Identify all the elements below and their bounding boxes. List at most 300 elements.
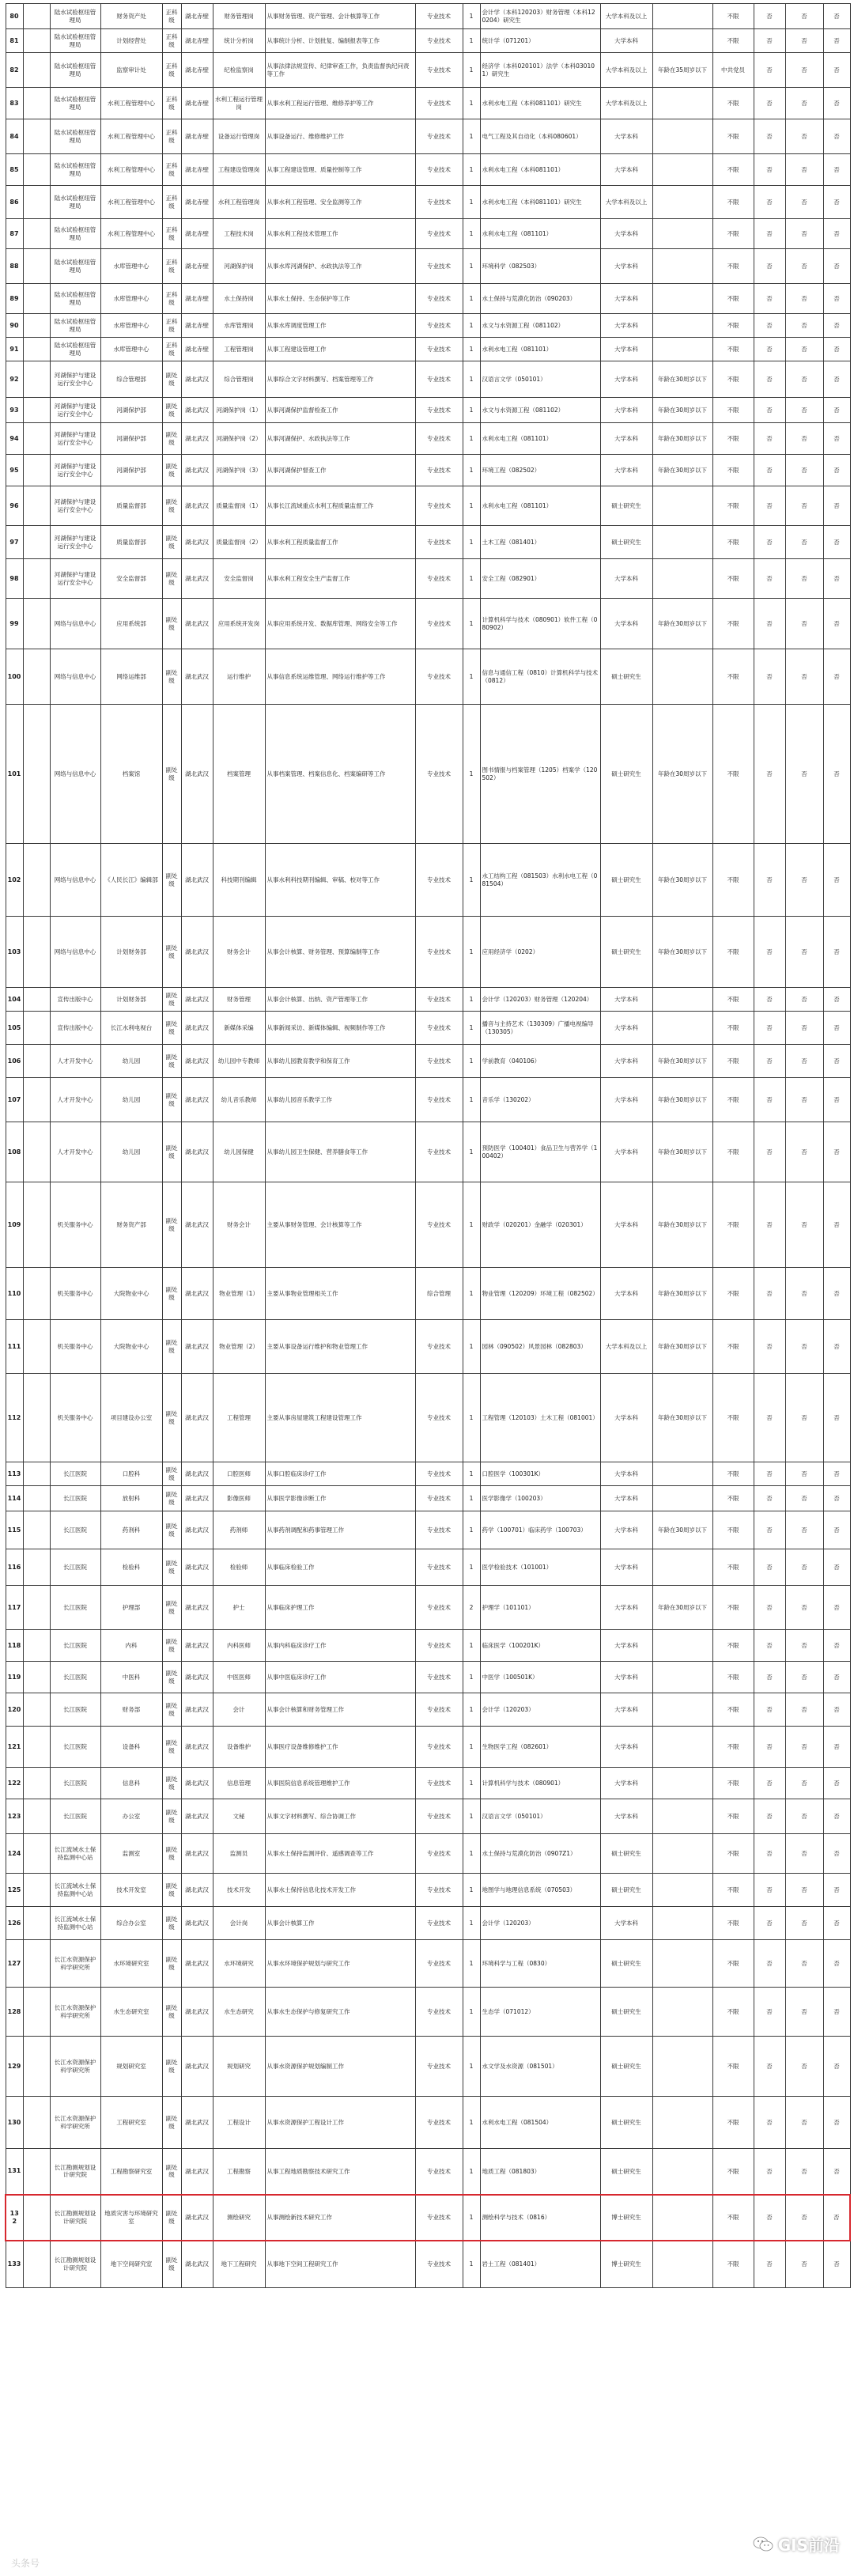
- row-flag-b: 否: [785, 4, 823, 29]
- row-type: 专业技术: [415, 1374, 463, 1462]
- row-note: 年龄在30周岁以下: [652, 599, 712, 649]
- table-row: [6, 1462, 850, 1486]
- row-flag-a: 否: [754, 1874, 785, 1907]
- row-seq: 100: [6, 649, 23, 705]
- row-dept: 检验科: [100, 1549, 162, 1586]
- row-unit: 网络与信息中心: [50, 649, 100, 705]
- row-test: 不限: [712, 249, 754, 284]
- row-level: 副处级: [162, 1012, 181, 1045]
- row-test: 不限: [712, 1374, 754, 1462]
- row-level: 副处级: [162, 1511, 181, 1549]
- row-flag-b: 否: [785, 1268, 823, 1320]
- row-duty: 从事水土保持、生态保护等工作: [265, 284, 415, 314]
- row-education: 大学本科: [600, 361, 652, 398]
- row-count: 1: [463, 338, 480, 361]
- row-code: [23, 1045, 50, 1078]
- table-row: [6, 154, 850, 186]
- row-dept: 水利工程管理中心: [100, 88, 162, 119]
- row-flag-b: 否: [785, 154, 823, 186]
- row-note: [652, 2195, 712, 2241]
- row-post: 内科医师: [213, 1630, 265, 1662]
- row-flag-a: 否: [754, 705, 785, 844]
- row-level: 正科级: [162, 284, 181, 314]
- table-row: [6, 2241, 850, 2288]
- row-education: 大学本科: [600, 1907, 652, 1940]
- row-level: 副处级: [162, 361, 181, 398]
- row-major: 汉语言文学（050101）: [480, 361, 600, 398]
- row-unit: 长江勘测规划设计研究院: [50, 2195, 100, 2241]
- row-seq: 98: [6, 559, 23, 599]
- row-flag-a: 否: [754, 219, 785, 249]
- row-flag-c: 否: [823, 1374, 850, 1462]
- row-duty: 从事水资源保护规划编制工作: [265, 2037, 415, 2097]
- row-unit: 长江流域水土保持监测中心站: [50, 1834, 100, 1874]
- row-location: 湖北武汉: [181, 705, 213, 844]
- row-note: [652, 1693, 712, 1727]
- row-duty: 从事医院信息系统管理维护工作: [265, 1768, 415, 1799]
- row-type: 专业技术: [415, 2097, 463, 2149]
- row-location: 湖北武汉: [181, 398, 213, 423]
- row-post: 新媒体采编: [213, 1012, 265, 1045]
- row-note: [652, 1727, 712, 1768]
- row-seq: 125: [6, 1874, 23, 1907]
- row-type: 专业技术: [415, 2241, 463, 2288]
- row-duty: 从事幼儿园教育教学和保育工作: [265, 1045, 415, 1078]
- row-note: 年龄在30周岁以下: [652, 423, 712, 455]
- row-test: 不限: [712, 1012, 754, 1045]
- row-unit: 陆水试验枢纽管理局: [50, 154, 100, 186]
- row-test: 不限: [712, 314, 754, 338]
- row-type: 专业技术: [415, 1045, 463, 1078]
- row-duty: 从事信息系统运维管理、网络运行维护等工作: [265, 649, 415, 705]
- row-type: 专业技术: [415, 398, 463, 423]
- row-education: 大学本科: [600, 1662, 652, 1693]
- table-row: [6, 249, 850, 284]
- row-location: 湖北武汉: [181, 1799, 213, 1834]
- row-post: 科技期刊编辑: [213, 844, 265, 917]
- row-location: 湖北武汉: [181, 1834, 213, 1874]
- row-major: 会计学（120203）财务管理（120204）: [480, 988, 600, 1012]
- row-note: [652, 29, 712, 53]
- table-row: [6, 186, 850, 219]
- row-flag-b: 否: [785, 1799, 823, 1834]
- row-level: 副处级: [162, 559, 181, 599]
- table-row: [6, 988, 850, 1012]
- row-count: 1: [463, 1907, 480, 1940]
- row-duty: 从事水利工程技术管理工作: [265, 219, 415, 249]
- row-code: [23, 2097, 50, 2149]
- row-seq: 94: [6, 423, 23, 455]
- row-flag-a: 否: [754, 1662, 785, 1693]
- row-flag-a: 否: [754, 599, 785, 649]
- row-level: 副处级: [162, 1630, 181, 1662]
- row-duty: 从事临床检验工作: [265, 1549, 415, 1586]
- row-count: 1: [463, 599, 480, 649]
- row-flag-c: 否: [823, 1586, 850, 1630]
- row-major: 医学检验技术（101001）: [480, 1549, 600, 1586]
- row-type: 专业技术: [415, 1727, 463, 1768]
- recruitment-table: [5, 3, 851, 2288]
- row-major: 口腔医学（100301K）: [480, 1462, 600, 1486]
- table-row: [6, 1693, 850, 1727]
- row-seq: 93: [6, 398, 23, 423]
- row-seq: 85: [6, 154, 23, 186]
- table-row: [6, 2195, 850, 2241]
- row-flag-c: 否: [823, 1834, 850, 1874]
- row-location: 湖北赤壁: [181, 88, 213, 119]
- row-major: 中医学（100501K）: [480, 1662, 600, 1693]
- row-post: 地下工程研究: [213, 2241, 265, 2288]
- row-flag-c: 否: [823, 314, 850, 338]
- row-education: 大学本科: [600, 1462, 652, 1486]
- row-test: 不限: [712, 1799, 754, 1834]
- row-seq: 129: [6, 2037, 23, 2097]
- row-count: 1: [463, 486, 480, 526]
- row-education: 大学本科: [600, 1374, 652, 1462]
- row-flag-b: 否: [785, 1045, 823, 1078]
- row-code: [23, 1078, 50, 1122]
- row-dept: 应用系统部: [100, 599, 162, 649]
- row-count: 1: [463, 1511, 480, 1549]
- row-note: 年龄在30周岁以下: [652, 705, 712, 844]
- row-note: [652, 1630, 712, 1662]
- row-unit: 长江水资源保护科学研究所: [50, 2037, 100, 2097]
- row-location: 湖北武汉: [181, 1268, 213, 1320]
- row-note: 年龄在30周岁以下: [652, 844, 712, 917]
- row-count: 1: [463, 119, 480, 154]
- row-major: 水利水电工程（本科081101）: [480, 154, 600, 186]
- row-type: 专业技术: [415, 526, 463, 559]
- row-type: 专业技术: [415, 88, 463, 119]
- row-duty: 从事会计核算工作: [265, 1907, 415, 1940]
- row-note: [652, 1012, 712, 1045]
- row-flag-a: 否: [754, 917, 785, 988]
- row-post: 物业管理（2）: [213, 1320, 265, 1374]
- row-flag-b: 否: [785, 1182, 823, 1268]
- row-major: 水利水电工程（081101）: [480, 423, 600, 455]
- row-dept: 水库管理中心: [100, 284, 162, 314]
- row-flag-c: 否: [823, 917, 850, 988]
- row-post: 工程建设管理岗: [213, 154, 265, 186]
- row-duty: 从事水利工程安全生产监督工作: [265, 559, 415, 599]
- row-count: 1: [463, 2097, 480, 2149]
- row-flag-a: 否: [754, 649, 785, 705]
- row-code: [23, 1182, 50, 1268]
- row-dept: 口腔科: [100, 1462, 162, 1486]
- row-note: 年龄在30周岁以下: [652, 361, 712, 398]
- row-location: 湖北赤壁: [181, 53, 213, 88]
- row-test: 不限: [712, 1586, 754, 1630]
- row-seq: 88: [6, 249, 23, 284]
- row-major: 学前教育（040106）: [480, 1045, 600, 1078]
- row-duty: 从事水土保持监测评价、遥感调查等工作: [265, 1834, 415, 1874]
- table-row: [6, 1834, 850, 1874]
- table-row: [6, 29, 850, 53]
- row-level: 副处级: [162, 1940, 181, 1988]
- row-duty: 从事水资源保护工程设计工作: [265, 2097, 415, 2149]
- row-code: [23, 1268, 50, 1320]
- row-location: 湖北武汉: [181, 1940, 213, 1988]
- row-unit: 长江水资源保护科学研究所: [50, 1988, 100, 2037]
- row-seq: 128: [6, 1988, 23, 2037]
- row-flag-c: 否: [823, 705, 850, 844]
- row-duty: 从事河湖保护监督检查工作: [265, 398, 415, 423]
- table-row: [6, 53, 850, 88]
- row-post: 物业管理（1）: [213, 1268, 265, 1320]
- row-post: 档案管理: [213, 705, 265, 844]
- row-flag-c: 否: [823, 988, 850, 1012]
- row-education: 大学本科: [600, 338, 652, 361]
- row-count: 1: [463, 705, 480, 844]
- row-unit: 陆水试验枢纽管理局: [50, 119, 100, 154]
- row-flag-a: 否: [754, 486, 785, 526]
- row-flag-c: 否: [823, 1727, 850, 1768]
- row-note: [652, 2241, 712, 2288]
- row-education: 大学本科: [600, 219, 652, 249]
- row-location: 湖北武汉: [181, 1727, 213, 1768]
- row-note: [652, 486, 712, 526]
- row-flag-b: 否: [785, 486, 823, 526]
- row-level: 副处级: [162, 1907, 181, 1940]
- row-dept: 规划研究室: [100, 2037, 162, 2097]
- row-test: 不限: [712, 1907, 754, 1940]
- row-dept: 质量监督部: [100, 526, 162, 559]
- row-seq: 103: [6, 917, 23, 988]
- row-count: 2: [463, 1586, 480, 1630]
- row-post: 幼儿音乐教师: [213, 1078, 265, 1122]
- row-major: 环境工程（082502）: [480, 455, 600, 486]
- row-major: 水文学及水资源（081501）: [480, 2037, 600, 2097]
- row-location: 湖北武汉: [181, 1486, 213, 1511]
- row-type: 专业技术: [415, 1486, 463, 1511]
- row-unit: 长江医院: [50, 1693, 100, 1727]
- row-code: [23, 2149, 50, 2195]
- row-education: 大学本科及以上: [600, 1320, 652, 1374]
- row-unit: 长江勘测规划设计研究院: [50, 2241, 100, 2288]
- table-row: [6, 705, 850, 844]
- row-unit: 机关服务中心: [50, 1320, 100, 1374]
- row-note: 年龄在35周岁以下: [652, 53, 712, 88]
- row-code: [23, 1874, 50, 1907]
- row-flag-b: 否: [785, 599, 823, 649]
- row-code: [23, 917, 50, 988]
- row-major: 财政学（020201）金融学（020301）: [480, 1182, 600, 1268]
- row-post: 监测员: [213, 1834, 265, 1874]
- row-post: 工程技术岗: [213, 219, 265, 249]
- row-location: 湖北武汉: [181, 423, 213, 455]
- row-count: 1: [463, 2037, 480, 2097]
- row-location: 湖北赤壁: [181, 284, 213, 314]
- row-level: 副处级: [162, 1586, 181, 1630]
- row-type: 专业技术: [415, 486, 463, 526]
- row-level: 正科级: [162, 249, 181, 284]
- row-dept: 水库管理中心: [100, 249, 162, 284]
- row-flag-b: 否: [785, 2195, 823, 2241]
- row-post: 药剂师: [213, 1511, 265, 1549]
- row-level: 副处级: [162, 398, 181, 423]
- row-post: 口腔医师: [213, 1462, 265, 1486]
- row-major: 应用经济学（0202）: [480, 917, 600, 988]
- row-education: 大学本科: [600, 455, 652, 486]
- row-flag-b: 否: [785, 455, 823, 486]
- row-note: [652, 88, 712, 119]
- table-row: [6, 284, 850, 314]
- row-duty: 从事水库调度管理工作: [265, 314, 415, 338]
- row-flag-c: 否: [823, 423, 850, 455]
- row-flag-c: 否: [823, 1078, 850, 1122]
- row-education: 大学本科: [600, 1045, 652, 1078]
- row-duty: 从事临床护理工作: [265, 1586, 415, 1630]
- row-code: [23, 1799, 50, 1834]
- row-duty: 从事工程地质勘察技术研究工作: [265, 2149, 415, 2195]
- row-major: 水文与水资源工程（081102）: [480, 314, 600, 338]
- row-post: 河湖保护岗（3）: [213, 455, 265, 486]
- row-unit: 长江医院: [50, 1630, 100, 1662]
- row-flag-b: 否: [785, 1907, 823, 1940]
- row-test: 不限: [712, 1662, 754, 1693]
- row-location: 湖北武汉: [181, 988, 213, 1012]
- row-dept: 内科: [100, 1630, 162, 1662]
- row-post: 工程设计: [213, 2097, 265, 2149]
- row-flag-a: 否: [754, 88, 785, 119]
- row-post: 信息管理: [213, 1768, 265, 1799]
- row-level: 副处级: [162, 649, 181, 705]
- row-flag-a: 否: [754, 1268, 785, 1320]
- row-education: 大学本科: [600, 1693, 652, 1727]
- row-note: 年龄在30周岁以下: [652, 1122, 712, 1182]
- table-row: [6, 1768, 850, 1799]
- row-code: [23, 599, 50, 649]
- row-unit: 河湖保护与建设运行安全中心: [50, 486, 100, 526]
- row-count: 1: [463, 284, 480, 314]
- row-level: 副处级: [162, 1320, 181, 1374]
- row-major: 水利水电工程（本科081101）研究生: [480, 186, 600, 219]
- row-duty: 从事河湖保护、水政执法等工作: [265, 423, 415, 455]
- row-code: [23, 154, 50, 186]
- row-education: 大学本科: [600, 119, 652, 154]
- row-education: 大学本科: [600, 1012, 652, 1045]
- row-seq: 126: [6, 1907, 23, 1940]
- row-flag-a: 否: [754, 423, 785, 455]
- row-flag-a: 否: [754, 1045, 785, 1078]
- table-row: [6, 314, 850, 338]
- row-type: 专业技术: [415, 1768, 463, 1799]
- row-flag-a: 否: [754, 398, 785, 423]
- row-note: [652, 1874, 712, 1907]
- row-flag-c: 否: [823, 4, 850, 29]
- row-unit: 网络与信息中心: [50, 599, 100, 649]
- row-note: [652, 314, 712, 338]
- row-dept: 河湖保护部: [100, 423, 162, 455]
- row-flag-c: 否: [823, 284, 850, 314]
- row-major: 环境科学与工程（0830）: [480, 1940, 600, 1988]
- row-seq: 116: [6, 1549, 23, 1586]
- row-flag-b: 否: [785, 186, 823, 219]
- row-flag-a: 否: [754, 1630, 785, 1662]
- row-type: 专业技术: [415, 1012, 463, 1045]
- row-note: [652, 1799, 712, 1834]
- row-unit: 长江医院: [50, 1462, 100, 1486]
- row-note: [652, 2149, 712, 2195]
- row-location: 湖北武汉: [181, 1320, 213, 1374]
- row-dept: 《人民长江》编辑部: [100, 844, 162, 917]
- row-level: 副处级: [162, 455, 181, 486]
- row-flag-a: 否: [754, 1799, 785, 1834]
- row-flag-a: 否: [754, 455, 785, 486]
- row-level: 副处级: [162, 1727, 181, 1768]
- row-code: [23, 526, 50, 559]
- row-flag-b: 否: [785, 1462, 823, 1486]
- row-duty: 从事水土保持信息化技术开发工作: [265, 1874, 415, 1907]
- row-major: 地质工程（081803）: [480, 2149, 600, 2195]
- row-seq: 117: [6, 1586, 23, 1630]
- row-post: 统计分析岗: [213, 29, 265, 53]
- row-dept: 地质灾害与环境研究室: [100, 2195, 162, 2241]
- row-note: [652, 1486, 712, 1511]
- row-count: 1: [463, 455, 480, 486]
- row-flag-b: 否: [785, 2097, 823, 2149]
- row-dept: 幼儿园: [100, 1078, 162, 1122]
- row-seq: 121: [6, 1727, 23, 1768]
- row-dept: 大院物业中心: [100, 1320, 162, 1374]
- row-code: [23, 1768, 50, 1799]
- row-flag-a: 否: [754, 1462, 785, 1486]
- row-dept: 计划财务部: [100, 988, 162, 1012]
- row-post: 财务管理岗: [213, 4, 265, 29]
- row-flag-c: 否: [823, 88, 850, 119]
- row-flag-c: 否: [823, 1549, 850, 1586]
- row-location: 湖北武汉: [181, 559, 213, 599]
- row-type: 专业技术: [415, 1586, 463, 1630]
- row-flag-b: 否: [785, 1511, 823, 1549]
- row-flag-c: 否: [823, 2241, 850, 2288]
- row-seq: 131: [6, 2149, 23, 2195]
- row-dept: 计划财务部: [100, 917, 162, 988]
- row-major: 环境科学（082503）: [480, 249, 600, 284]
- row-count: 1: [463, 53, 480, 88]
- row-count: 1: [463, 1462, 480, 1486]
- row-location: 湖北武汉: [181, 526, 213, 559]
- row-test: 不限: [712, 1045, 754, 1078]
- row-location: 湖北武汉: [181, 1586, 213, 1630]
- row-note: [652, 186, 712, 219]
- row-flag-a: 否: [754, 844, 785, 917]
- row-level: 正科级: [162, 88, 181, 119]
- row-unit: 河湖保护与建设运行安全中心: [50, 398, 100, 423]
- row-count: 1: [463, 1834, 480, 1874]
- row-count: 1: [463, 219, 480, 249]
- row-flag-c: 否: [823, 219, 850, 249]
- row-post: 水库管理岗: [213, 314, 265, 338]
- row-post: 水土保持岗: [213, 284, 265, 314]
- row-code: [23, 1727, 50, 1768]
- row-education: 大学本科: [600, 1727, 652, 1768]
- row-count: 1: [463, 1320, 480, 1374]
- row-flag-b: 否: [785, 1940, 823, 1988]
- row-major: 生态学（071012）: [480, 1988, 600, 2037]
- row-post: 中医医师: [213, 1662, 265, 1693]
- row-count: 1: [463, 1122, 480, 1182]
- row-duty: 从事河湖保护督查工作: [265, 455, 415, 486]
- row-education: 大学本科: [600, 314, 652, 338]
- row-post: 应用系统开发岗: [213, 599, 265, 649]
- table-row: [6, 1630, 850, 1662]
- row-education: 大学本科及以上: [600, 186, 652, 219]
- row-flag-b: 否: [785, 29, 823, 53]
- row-flag-c: 否: [823, 2037, 850, 2097]
- row-flag-c: 否: [823, 1045, 850, 1078]
- row-seq: 122: [6, 1768, 23, 1799]
